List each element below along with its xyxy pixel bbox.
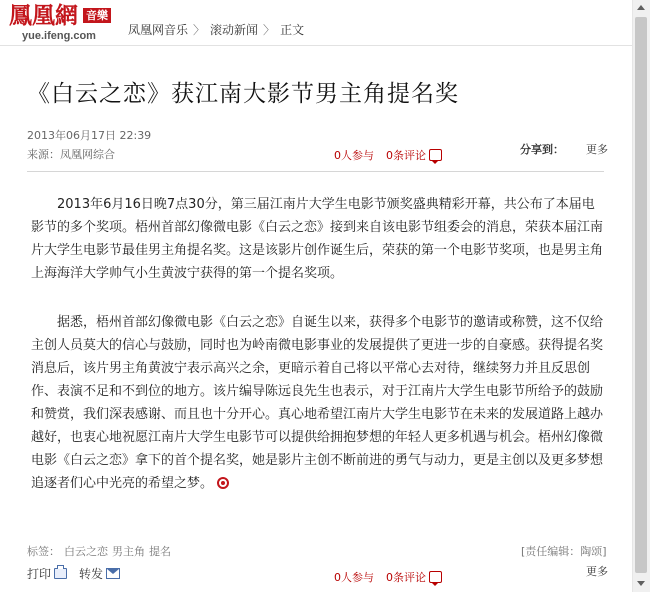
tags-label: 标签： (27, 545, 60, 558)
print-label[interactable]: 打印 (27, 567, 52, 581)
comments-link[interactable] (386, 147, 442, 163)
participants-count[interactable]: 0人参与 (334, 149, 374, 162)
responsible-editor: [责任编辑：陶颂] (521, 545, 607, 558)
ifeng-logo[interactable]: 鳳凰網 (9, 2, 78, 29)
paragraph-text: 据悉，梧州首部幻像微电影《白云之恋》自诞生以来，获得多个电影节的邀请或称赞，这不仅给主创人员莫大的信心与鼓励，同时也为岭南微电影事业的发展提供了更进一步的自豪感。获得提名奖消息后，该片男主角黄波宁表示高兴之余，更暗示着自己将以平常心去对待，继续努力并且反思创作、表演不足和不到位的地方。该片编导陈远良先生也表示，对于江南片大学生电影节所给予的鼓励和赞赏，我们深表感谢、而且也十分开心。真心地希望江南片大学生电影节在未来的发展道路上越办越好，也衷心地祝愿江南片大学生电影节可以提供给拥抱梦想的年轻人更多机遇与机会。梧州幻像微电影《白云之恋》拿下的首个提名奖，她是影片主创不断前进的勇气与动力，更是主创以及更多梦想追逐者们心中光亮的希望之梦。 (31, 315, 604, 491)
scroll-up-arrow-icon[interactable] (637, 5, 645, 10)
envelope-icon[interactable] (106, 568, 120, 579)
article-paragraph: 2013年6月16日晚7点30分，第三届江南片大学生电影节颁奖盛典精彩开幕，共公布了本届电影节的多个奖项。梧州首部幻像微电影《白云之恋》接到来自该电影节组委会的消息，荣获本届江南片大学生电影节最佳男主角提名奖。这是该影片创作诞生后，荣获的第一个电影节奖项，也是男主角上海海洋大学帅气小生黄波宁获得的第一个提名奖项。 (31, 197, 604, 281)
article-source: 来源：凤凰网综合 (27, 148, 115, 161)
article-actions (27, 565, 126, 582)
tags-row (27, 543, 175, 559)
printer-icon[interactable] (54, 568, 67, 579)
breadcrumb-body: 正文 (280, 23, 305, 37)
breadcrumb-rolling-news[interactable]: 滚动新闻 (210, 23, 259, 37)
scrollbar-thumb[interactable] (635, 17, 647, 573)
breadcrumb-separator: 〉 (193, 23, 206, 37)
tag-link[interactable]: 男主角 (112, 545, 145, 558)
logo-url: yue.ifeng.com (22, 30, 96, 42)
share-label: 分享到： (520, 143, 564, 156)
article-paragraph-2 (31, 311, 604, 495)
article-title: 《白云之恋》获江南大影节男主角提名奖 (27, 81, 459, 107)
tag-link[interactable]: 白云之恋 (64, 545, 108, 558)
comments-count[interactable]: 0条评论 (386, 149, 426, 162)
site-header (0, 0, 632, 46)
breadcrumb-ifeng-music[interactable]: 凤凰网音乐 (128, 23, 189, 37)
breadcrumb-separator: 〉 (263, 23, 276, 37)
header-divider (27, 171, 604, 172)
vertical-scrollbar[interactable] (632, 0, 650, 592)
publish-date: 2013年06月17日 22:39 (27, 129, 152, 142)
comments-count-bottom[interactable]: 0条评论 (386, 571, 426, 584)
more-share-button-bottom[interactable]: 更多 (586, 565, 608, 578)
ifeng-end-mark-icon (217, 477, 229, 489)
forward-button[interactable] (79, 567, 120, 581)
scroll-down-arrow-icon[interactable] (637, 581, 645, 586)
more-share-button[interactable]: 更多 (586, 143, 608, 156)
participants-count-bottom[interactable]: 0人参与 (334, 571, 374, 584)
music-channel-badge[interactable]: 音樂 (83, 8, 111, 23)
forward-label[interactable]: 转发 (79, 567, 104, 581)
comment-bubble-icon[interactable] (429, 149, 442, 161)
tag-link[interactable]: 提名 (149, 545, 171, 558)
print-button[interactable] (27, 567, 73, 581)
comments-link-bottom[interactable] (386, 569, 442, 585)
comment-bubble-icon[interactable] (429, 571, 442, 583)
breadcrumb (128, 21, 304, 38)
